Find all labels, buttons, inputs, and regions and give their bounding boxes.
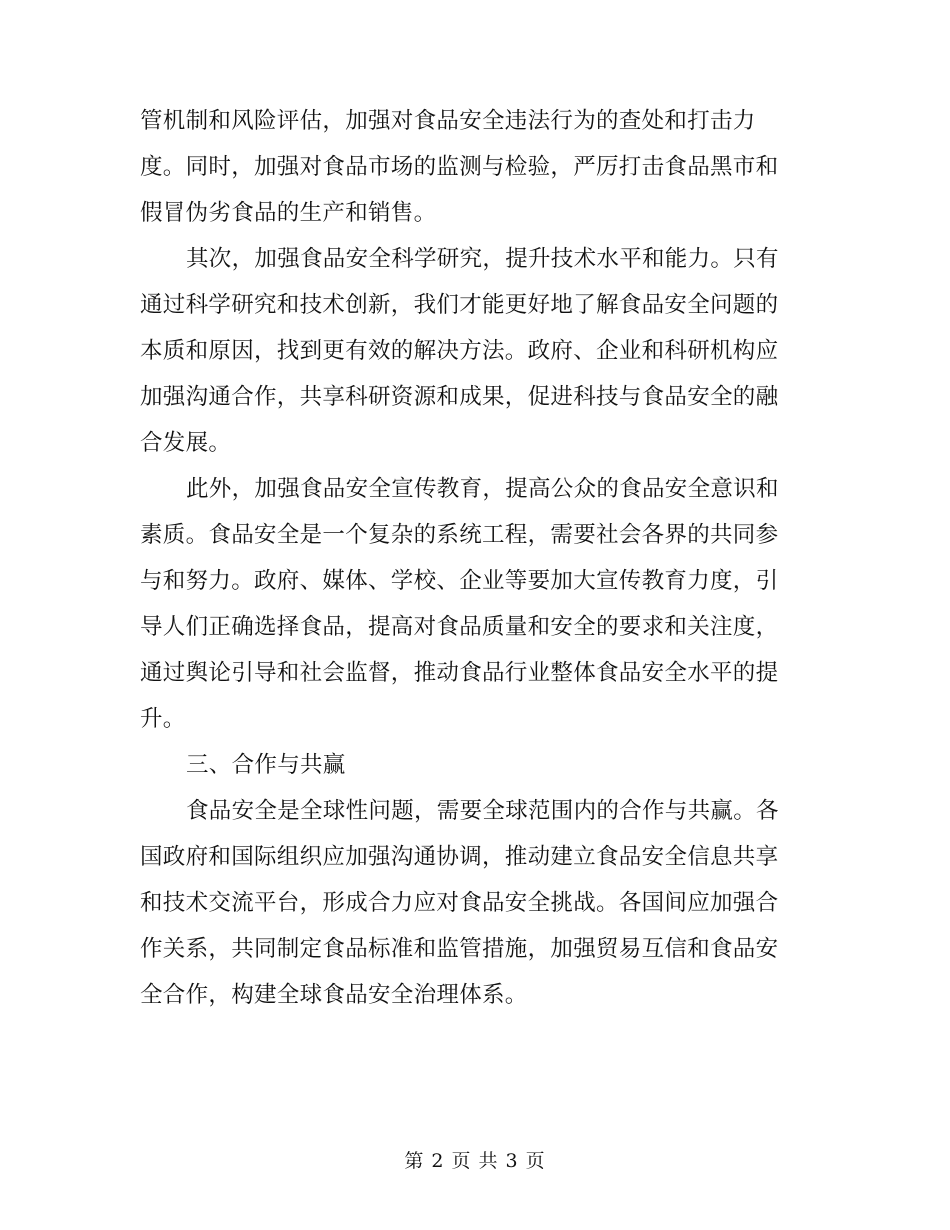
paragraph-first-line: 食品安全是全球性问题，需要全球范围内的合作与共赢。各 — [186, 798, 779, 824]
text-line: 度。同时，加强对食品市场的监测与检验，严厉打击食品黑市和 — [140, 154, 779, 180]
text-line: 国政府和国际组织应加强沟通协调，推动建立食品安全信息共享 — [140, 844, 779, 870]
paragraph-first-line: 此外，加强食品安全宣传教育，提高公众的食品安全意识和 — [186, 476, 779, 502]
document-body — [140, 98, 800, 1018]
text-line: 与和努力。政府、媒体、学校、企业等要加大宣传教育力度，引 — [140, 568, 779, 594]
page-number-footer: 第 2 页 共 3 页 — [404, 1150, 546, 1172]
paragraph-first-line: 其次，加强食品安全科学研究，提升技术水平和能力。只有 — [186, 246, 779, 272]
text-line: 通过舆论引导和社会监督，推动食品行业整体食品安全水平的提 — [140, 660, 779, 686]
text-line: 加强沟通合作，共享科研资源和成果，促进科技与食品安全的融 — [140, 384, 779, 410]
text-line: 全合作，构建全球食品安全治理体系。 — [140, 982, 528, 1008]
text-line: 合发展。 — [140, 430, 232, 456]
text-line: 通过科学研究和技术创新，我们才能更好地了解食品安全问题的 — [140, 292, 779, 318]
text-line: 素质。食品安全是一个复杂的系统工程，需要社会各界的共同参 — [140, 522, 779, 548]
text-line: 管机制和风险评估，加强对食品安全违法行为的查处和打击力 — [140, 108, 756, 134]
text-line: 升。 — [140, 706, 186, 732]
section-heading: 三、合作与共赢 — [186, 752, 346, 778]
text-line: 假冒伪劣食品的生产和销售。 — [140, 200, 437, 226]
text-line: 和技术交流平台，形成合力应对食品安全挑战。各国间应加强合 — [140, 890, 779, 916]
text-line: 本质和原因，找到更有效的解决方法。政府、企业和科研机构应 — [140, 338, 779, 364]
text-line: 作关系，共同制定食品标准和监管措施，加强贸易互信和食品安 — [140, 936, 779, 962]
text-line: 导人们正确选择食品，提高对食品质量和安全的要求和关注度， — [140, 614, 779, 640]
